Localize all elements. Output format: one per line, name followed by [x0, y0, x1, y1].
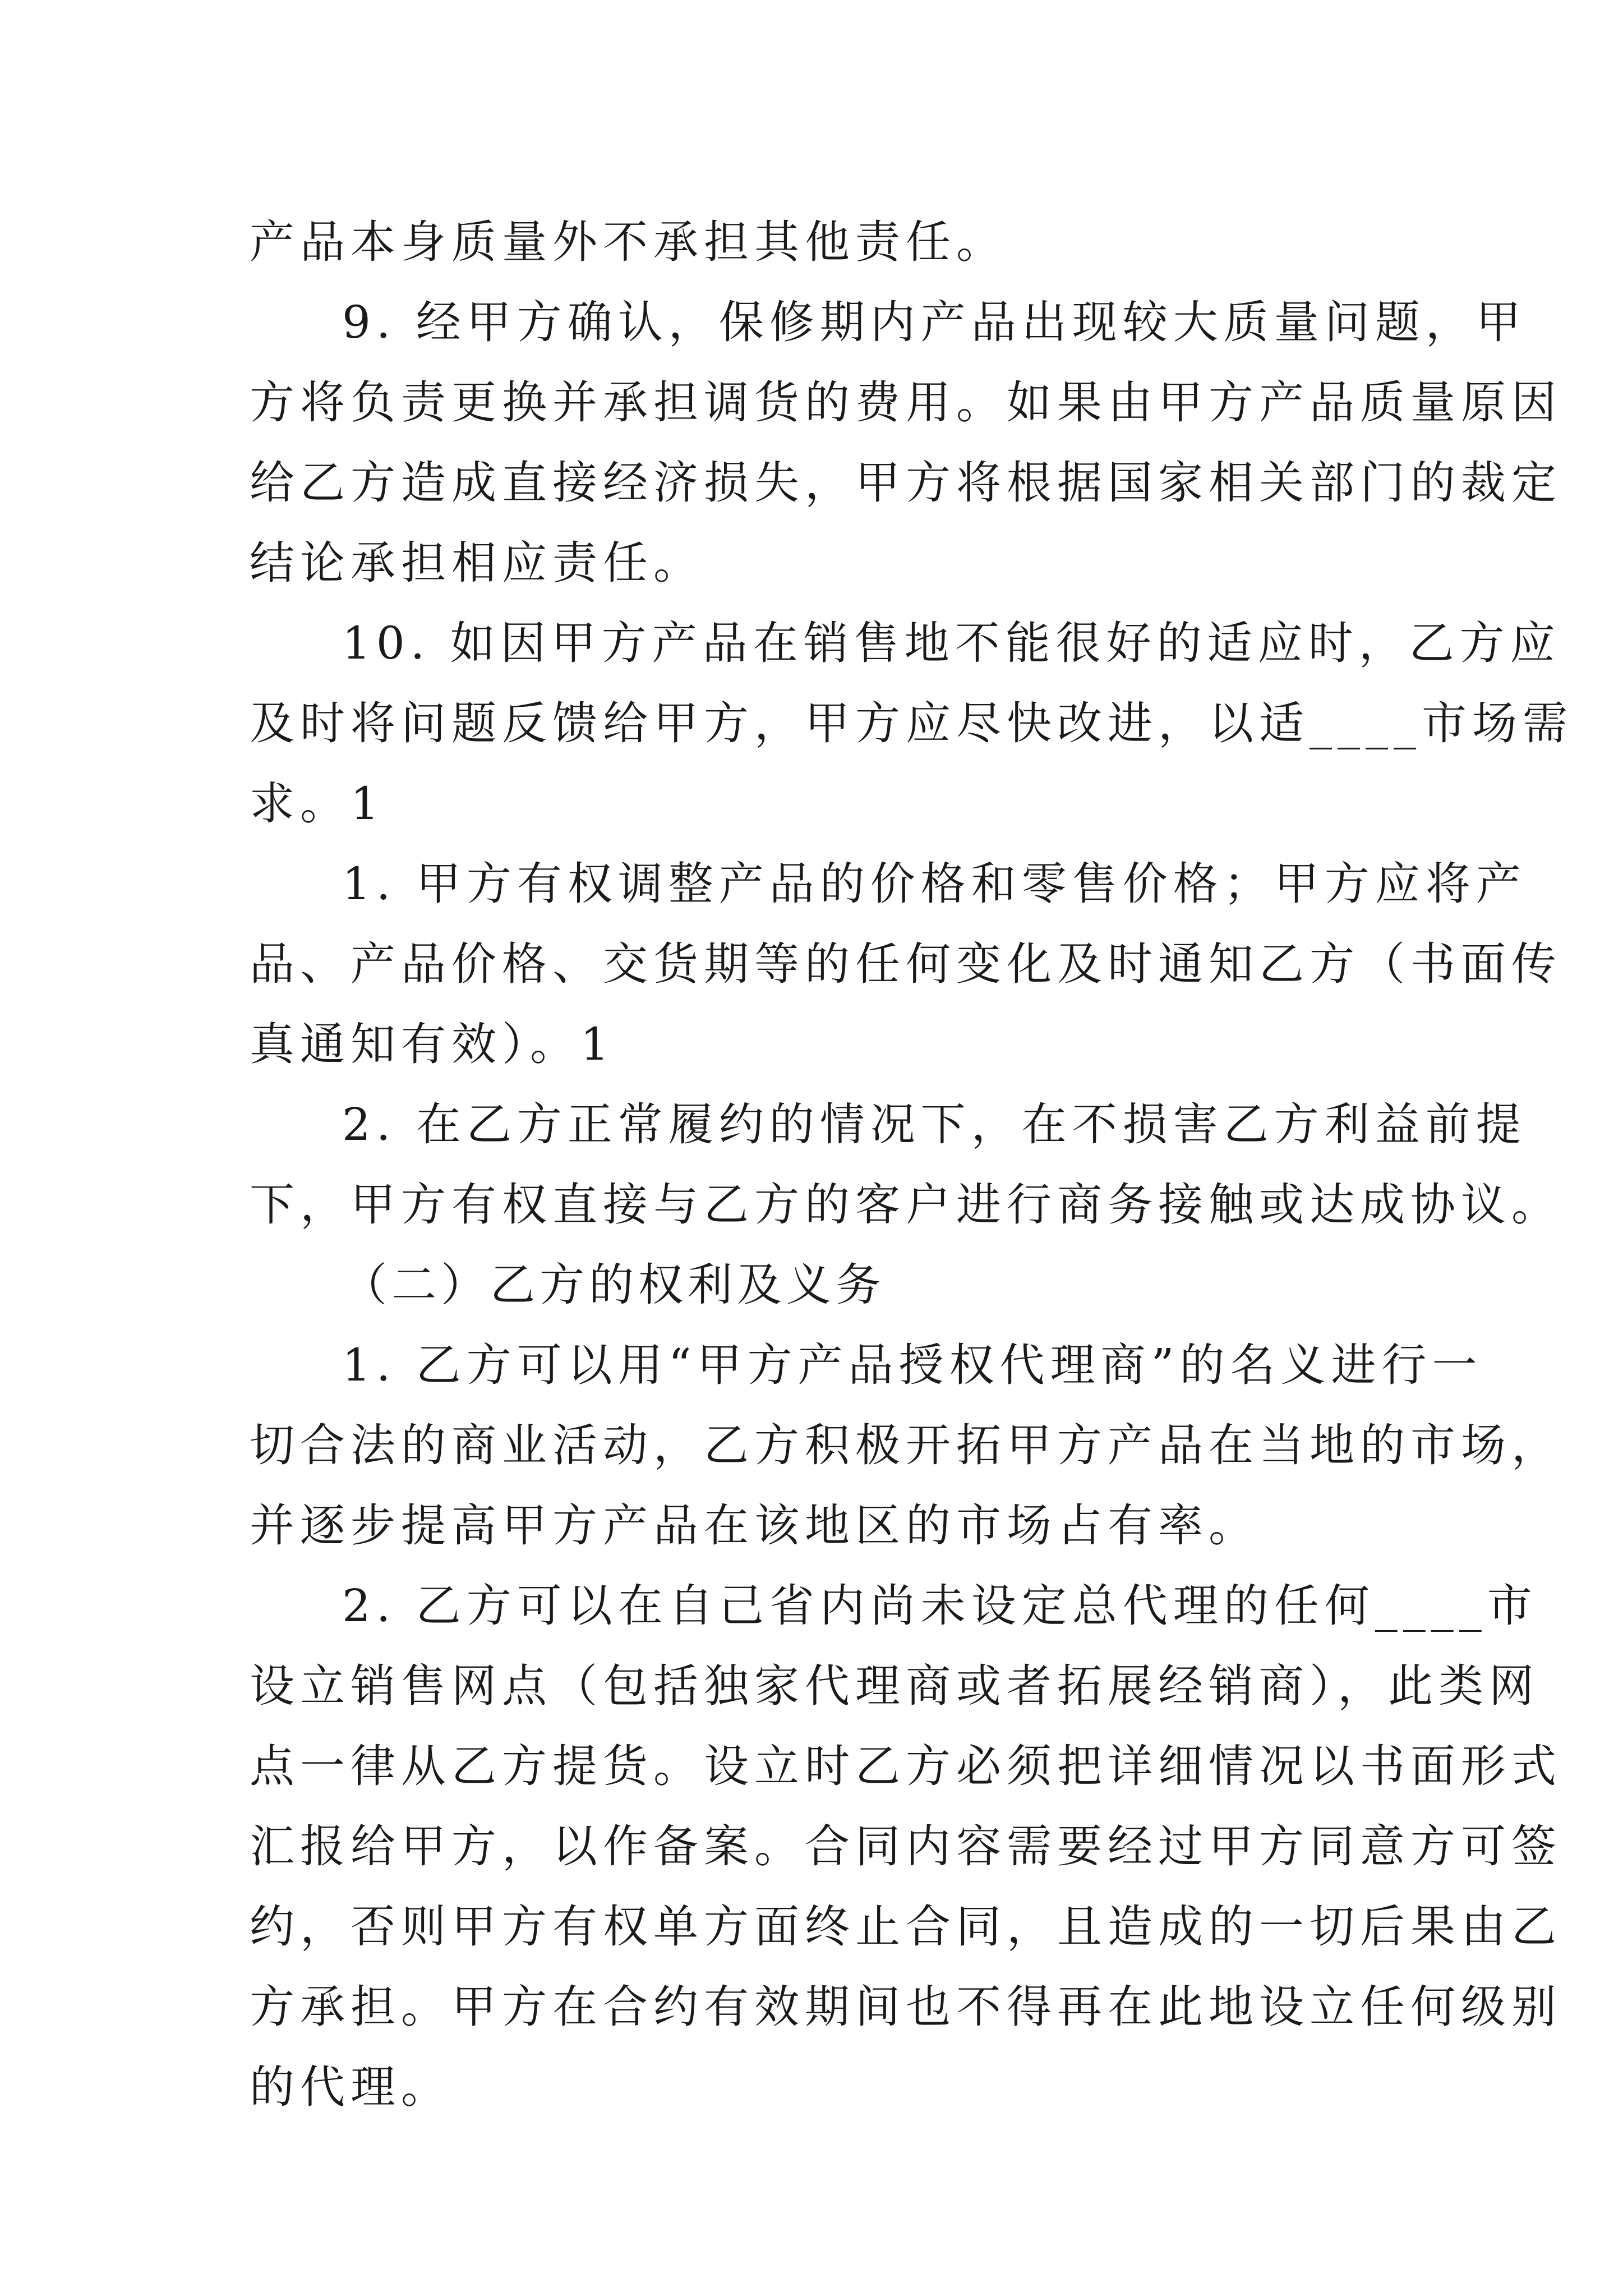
text-line: 给乙方造成直接经济损失，甲方将根据国家相关部门的裁定: [250, 457, 1562, 509]
clause-10-line-1: 10. 如因甲方产品在销售地不能很好的适应时，乙方应: [342, 617, 1561, 669]
party-b-clause-2-line-1: 2. 乙方可以在自己省内尚未设定总代理的任何____市: [342, 1580, 1538, 1632]
text-line: 汇报给甲方，以作备案。合同内容需要经过甲方同意方可签: [250, 1820, 1562, 1872]
document-page: [250, 202, 1573, 2127]
text-line: 品、产品价格、交货期等的任何变化及时通知乙方（书面传: [250, 938, 1562, 990]
text-line: 求。1: [250, 777, 385, 830]
text-line: 约，否则甲方有权单方面终止合同，且造成的一切后果由乙: [250, 1901, 1562, 1953]
text-line: 的代理。: [250, 2061, 451, 2113]
text-line: 及时将问题反馈给甲方，甲方应尽快改进，以适____市场需: [250, 697, 1573, 749]
text-line: 方将负责更换并承担调货的费用。如果由甲方产品质量原因: [250, 376, 1562, 429]
text-line: 并逐步提高甲方产品在该地区的市场占有率。: [250, 1499, 1259, 1552]
text-line: 下，甲方有权直接与乙方的客户进行商务接触或达成协议。: [250, 1179, 1562, 1231]
text-line: 产品本身质量外不承担其他责任。: [250, 216, 1007, 268]
text-line: 结论承担相应责任。: [250, 537, 704, 589]
text-line: 点一律从乙方提货。设立时乙方必须把详细情况以书面形式: [250, 1740, 1562, 1792]
clause-9-line-1: 9. 经甲方确认，保修期内产品出现较大质量问题，甲: [342, 296, 1527, 348]
text-line: 切合法的商业活动，乙方积极开拓甲方产品在当地的市场，: [250, 1419, 1562, 1471]
text-line: 真通知有效）。1: [250, 1018, 615, 1070]
text-line: 设立销售网点（包括独家代理商或者拓展经销商），此类网: [250, 1660, 1539, 1712]
text-line: 方承担。甲方在合约有效期间也不得再在此地设立任何级别: [250, 1981, 1562, 2033]
section-heading: （二）乙方的权利及义务: [342, 1259, 885, 1311]
clause-12-line-1: 2. 在乙方正常履约的情况下，在不损害乙方利益前提: [342, 1098, 1527, 1151]
party-b-clause-1-line-1: 1. 乙方可以用“甲方产品授权代理商”的名义进行一: [342, 1339, 1483, 1391]
clause-11-line-1: 1. 甲方有权调整产品的价格和零售价格；甲方应将产: [342, 858, 1527, 910]
